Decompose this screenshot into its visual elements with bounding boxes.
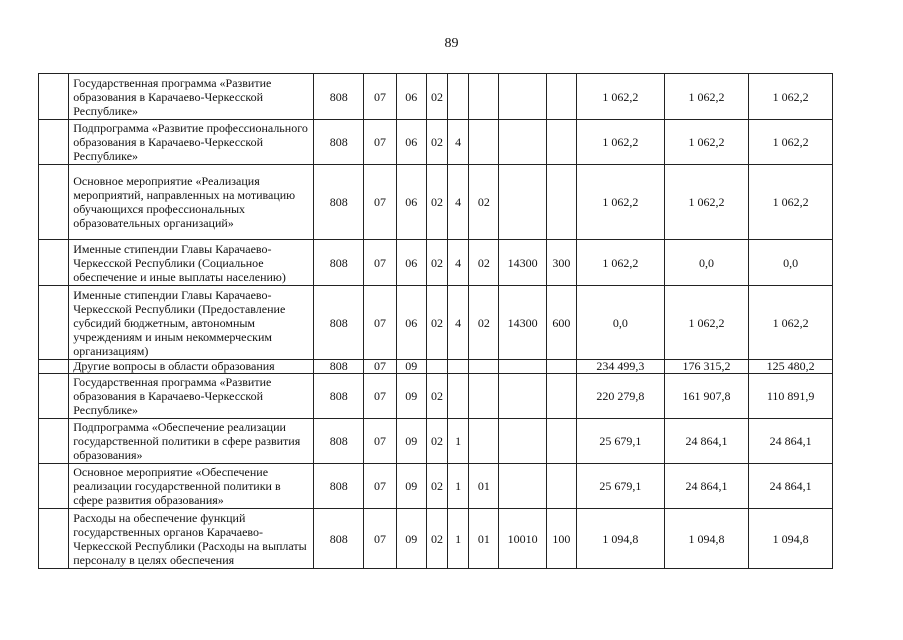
- direction-code: [499, 165, 546, 240]
- program-code: 02: [426, 165, 447, 240]
- program-code: 02: [426, 374, 447, 419]
- expense-type-code: 100: [546, 509, 576, 569]
- row-marker-cell: [39, 374, 69, 419]
- section-code: 07: [364, 464, 396, 509]
- table-row: [39, 509, 833, 569]
- table-row: [39, 74, 833, 120]
- row-marker-cell: [39, 419, 69, 464]
- expense-name: Расходы на обеспечение функций государственных органов Карачаево-Черкесской Республики (Расходы на выплаты персоналу в целях обеспечения: [69, 509, 314, 569]
- row-marker-cell: [39, 360, 69, 374]
- expense-name: Основное мероприятие «Реализация мероприятий, направленных на мотивацию обучающихся профессиональных образовательных организаций»: [69, 165, 314, 240]
- table-row: [39, 419, 833, 464]
- expense-type-code: 300: [546, 240, 576, 286]
- subsection-code: 09: [396, 509, 426, 569]
- subsection-code: 06: [396, 74, 426, 120]
- amount-year-1: 25 679,1: [576, 464, 664, 509]
- section-code: 07: [364, 374, 396, 419]
- amount-year-2: 176 315,2: [664, 360, 749, 374]
- direction-code: [499, 419, 546, 464]
- amount-year-1: 1 062,2: [576, 120, 664, 165]
- amount-year-2: 1 062,2: [664, 286, 749, 360]
- subprogram-code: [448, 74, 469, 120]
- ministry-code: 808: [314, 286, 364, 360]
- amount-year-2: 1 094,8: [664, 509, 749, 569]
- section-code: 07: [364, 286, 396, 360]
- amount-year-1: 234 499,3: [576, 360, 664, 374]
- amount-year-2: 161 907,8: [664, 374, 749, 419]
- amount-year-2: 1 062,2: [664, 165, 749, 240]
- amount-year-1: 1 062,2: [576, 240, 664, 286]
- table-row: [39, 360, 833, 374]
- expense-name: Основное мероприятие «Обеспечение реализации государственной политики в сфере развития образования»: [69, 464, 314, 509]
- direction-code: [499, 120, 546, 165]
- subprogram-code: 1: [448, 419, 469, 464]
- subprogram-code: 1: [448, 464, 469, 509]
- subsection-code: 06: [396, 286, 426, 360]
- ministry-code: 808: [314, 240, 364, 286]
- measure-code: 02: [469, 240, 499, 286]
- expense-name: Подпрограмма «Развитие профессионального образования в Карачаево-Черкесской Республике»: [69, 120, 314, 165]
- direction-code: [499, 360, 546, 374]
- ministry-code: 808: [314, 464, 364, 509]
- table-row: [39, 165, 833, 240]
- measure-code: 02: [469, 286, 499, 360]
- amount-year-3: 125 480,2: [749, 360, 833, 374]
- program-code: 02: [426, 74, 447, 120]
- amount-year-2: 1 062,2: [664, 74, 749, 120]
- table-row: [39, 286, 833, 360]
- row-marker-cell: [39, 286, 69, 360]
- expense-type-code: [546, 120, 576, 165]
- expense-type-code: [546, 464, 576, 509]
- subprogram-code: 4: [448, 165, 469, 240]
- expense-name: Именные стипендии Главы Карачаево-Черкесской Республики (Социальное обеспечение и иные выплаты населению): [69, 240, 314, 286]
- amount-year-3: 1 062,2: [749, 165, 833, 240]
- subsection-code: 06: [396, 120, 426, 165]
- section-code: 07: [364, 419, 396, 464]
- measure-code: 02: [469, 165, 499, 240]
- measure-code: 01: [469, 509, 499, 569]
- subsection-code: 06: [396, 240, 426, 286]
- section-code: 07: [364, 74, 396, 120]
- amount-year-2: 1 062,2: [664, 120, 749, 165]
- amount-year-1: 1 062,2: [576, 74, 664, 120]
- direction-code: 10010: [499, 509, 546, 569]
- ministry-code: 808: [314, 374, 364, 419]
- subprogram-code: 4: [448, 286, 469, 360]
- budget-table: [38, 73, 833, 569]
- row-marker-cell: [39, 509, 69, 569]
- budget-table-body: [39, 74, 833, 569]
- subprogram-code: [448, 374, 469, 419]
- table-row: [39, 120, 833, 165]
- measure-code: [469, 419, 499, 464]
- program-code: 02: [426, 509, 447, 569]
- program-code: 02: [426, 419, 447, 464]
- table-row: [39, 464, 833, 509]
- amount-year-3: 1 062,2: [749, 120, 833, 165]
- section-code: 07: [364, 165, 396, 240]
- expense-type-code: [546, 165, 576, 240]
- amount-year-3: 24 864,1: [749, 464, 833, 509]
- table-row: [39, 240, 833, 286]
- program-code: [426, 360, 447, 374]
- expense-type-code: 600: [546, 286, 576, 360]
- ministry-code: 808: [314, 120, 364, 165]
- row-marker-cell: [39, 464, 69, 509]
- amount-year-1: 1 094,8: [576, 509, 664, 569]
- direction-code: 14300: [499, 286, 546, 360]
- amount-year-3: 0,0: [749, 240, 833, 286]
- row-marker-cell: [39, 165, 69, 240]
- expense-name: Подпрограмма «Обеспечение реализации государственной политики в сфере развития образования»: [69, 419, 314, 464]
- expense-name: Государственная программа «Развитие образования в Карачаево-Черкесской Республике»: [69, 74, 314, 120]
- amount-year-1: 1 062,2: [576, 165, 664, 240]
- section-code: 07: [364, 360, 396, 374]
- measure-code: [469, 374, 499, 419]
- amount-year-3: 1 062,2: [749, 286, 833, 360]
- ministry-code: 808: [314, 509, 364, 569]
- section-code: 07: [364, 240, 396, 286]
- direction-code: 14300: [499, 240, 546, 286]
- direction-code: [499, 74, 546, 120]
- measure-code: [469, 360, 499, 374]
- amount-year-2: 24 864,1: [664, 464, 749, 509]
- amount-year-2: 24 864,1: [664, 419, 749, 464]
- subprogram-code: 4: [448, 240, 469, 286]
- subsection-code: 09: [396, 374, 426, 419]
- subprogram-code: 1: [448, 509, 469, 569]
- expense-name: Именные стипендии Главы Карачаево-Черкесской Республики (Предоставление субсидий бюджетным, автономным учреждениям и иным некоммерческим организациям): [69, 286, 314, 360]
- table-row: [39, 374, 833, 419]
- row-marker-cell: [39, 240, 69, 286]
- program-code: 02: [426, 286, 447, 360]
- amount-year-3: 24 864,1: [749, 419, 833, 464]
- measure-code: 01: [469, 464, 499, 509]
- amount-year-1: 25 679,1: [576, 419, 664, 464]
- amount-year-2: 0,0: [664, 240, 749, 286]
- row-marker-cell: [39, 74, 69, 120]
- direction-code: [499, 374, 546, 419]
- program-code: 02: [426, 464, 447, 509]
- page-number: 89: [444, 36, 459, 51]
- measure-code: [469, 74, 499, 120]
- expense-type-code: [546, 360, 576, 374]
- program-code: 02: [426, 120, 447, 165]
- amount-year-3: 1 062,2: [749, 74, 833, 120]
- subsection-code: 09: [396, 464, 426, 509]
- section-code: 07: [364, 509, 396, 569]
- amount-year-3: 110 891,9: [749, 374, 833, 419]
- ministry-code: 808: [314, 360, 364, 374]
- ministry-code: 808: [314, 74, 364, 120]
- amount-year-1: 220 279,8: [576, 374, 664, 419]
- subprogram-code: 4: [448, 120, 469, 165]
- amount-year-3: 1 094,8: [749, 509, 833, 569]
- measure-code: [469, 120, 499, 165]
- ministry-code: 808: [314, 419, 364, 464]
- subsection-code: 06: [396, 165, 426, 240]
- program-code: 02: [426, 240, 447, 286]
- expense-name: Другие вопросы в области образования: [69, 360, 314, 374]
- subsection-code: 09: [396, 419, 426, 464]
- expense-type-code: [546, 74, 576, 120]
- direction-code: [499, 464, 546, 509]
- amount-year-1: 0,0: [576, 286, 664, 360]
- section-code: 07: [364, 120, 396, 165]
- expense-type-code: [546, 419, 576, 464]
- ministry-code: 808: [314, 165, 364, 240]
- subprogram-code: [448, 360, 469, 374]
- row-marker-cell: [39, 120, 69, 165]
- subsection-code: 09: [396, 360, 426, 374]
- expense-name: Государственная программа «Развитие образования в Карачаево-Черкесской Республике»: [69, 374, 314, 419]
- expense-type-code: [546, 374, 576, 419]
